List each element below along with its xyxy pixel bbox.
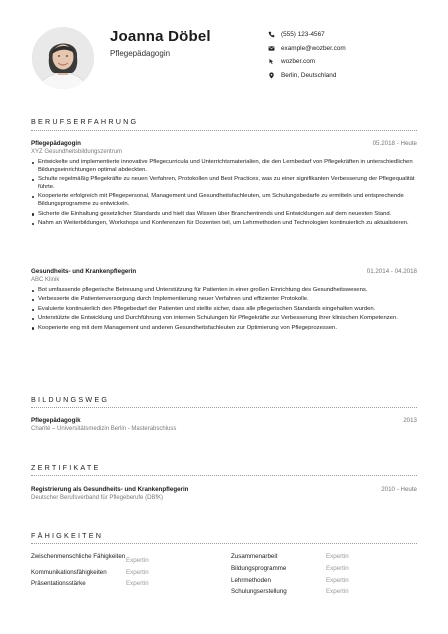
certificate-header: [31, 486, 417, 493]
mail-icon: [268, 45, 275, 52]
job-company: ABC Klinik: [31, 277, 60, 283]
skill-name: Bildungsprogramme: [231, 564, 287, 572]
section-divider: [31, 130, 417, 131]
skill-name: Zwischenmenschliche Fähigkeiten: [31, 553, 126, 560]
job-header: [31, 268, 417, 275]
list-item: Evaluierte kontinuierlich den Pflegebedarf der Patienten und stellte sicher, dass alle pflegerischen Standards eingehalten wurden.: [31, 306, 419, 314]
list-item: Bot umfassende pflegerische Betreuung und Unterstützung für Patienten in einer großen Einrichtung des Gesundheitswesens.: [31, 287, 419, 295]
skill-level: Expertin: [326, 553, 349, 560]
contact-website-text[interactable]: wozber.com: [281, 58, 316, 66]
skill-item: [31, 553, 217, 564]
section-title-skills: FÄHIGKEITEN: [31, 531, 104, 540]
skill-item: [231, 588, 417, 596]
skill-level: Expertin: [326, 588, 349, 596]
skill-level: Expertin: [126, 568, 149, 576]
list-item: Unterstützte die Entwicklung und Durchführung von internen Schulungen für Pflegekräfte zur Verbesserung ihrer klinischen Kompetenzen.: [31, 315, 419, 323]
skill-item: [231, 565, 417, 573]
list-item: Entwickelte und implementierte innovative Pflegecurricula und Unterrichtsmaterialien, die den Lernbedarf von Pflegekräften in unterschiedlichen Bildungseinrichtungen optimal abdeckten.: [31, 159, 419, 175]
skill-item: [231, 553, 417, 561]
education-school: Charité – Universitätsmedizin Berlin - Masterabschluss: [31, 426, 177, 432]
skills-grid: [31, 553, 417, 600]
location-icon: [268, 72, 275, 79]
portrait-photo-icon: [32, 27, 94, 89]
skill-item: [231, 577, 417, 585]
skill-name: Zusammenarbeit: [231, 553, 278, 560]
section-title-experience: BERUFSERFAHRUNG: [31, 117, 139, 126]
job-date: 01.2014 - 04.2018: [366, 268, 417, 275]
skill-level: Expertin: [326, 576, 349, 584]
skill-name: Kommunikationsfähigkeiten: [31, 568, 107, 576]
job-title: Pflegepädagogin: [110, 49, 171, 58]
section-title-education: BILDUNGSWEG: [31, 395, 110, 404]
skill-item: [31, 569, 217, 577]
section-divider: [31, 543, 417, 544]
contact-email-text[interactable]: example@wozber.com: [281, 44, 346, 52]
job-company: XYZ Gesundheitsbildungszentrum: [31, 149, 123, 155]
list-item: Nahm an Weiterbildungen, Workshops und Konferenzen für Dozenten teil, um Lehrmethoden und Technologien kontinuierlich zu aktualisieren.: [31, 220, 419, 228]
contact-phone: [268, 28, 346, 42]
avatar: [32, 27, 94, 89]
education-header: [31, 417, 417, 424]
list-item: Sicherte die Einhaltung gesetzlicher Standards und hielt das Wissen über Branchentrends und Entwicklungen auf dem neuesten Stand.: [31, 211, 419, 219]
list-item: Kooperierte eng mit dem Management und anderen Gesundheitsfachleuten zur Optimierung von Pflegeprozessen.: [31, 325, 419, 333]
contact-location: [268, 69, 346, 83]
education-degree: Pflegepädagogik: [31, 417, 81, 424]
skill-name: Lehrmethoden: [231, 576, 271, 584]
contact-phone-text[interactable]: (555) 123-4567: [281, 31, 325, 39]
skill-name: Schulungserstellung: [231, 588, 287, 596]
job-bullets: [31, 287, 419, 334]
skill-level: Expertin: [326, 564, 349, 572]
candidate-name: Joanna Döbel: [110, 28, 211, 45]
job-bullets: [31, 159, 419, 229]
section-title-certificates: ZERTIFIKATE: [31, 463, 101, 472]
job-role: Pflegepädagogin: [31, 140, 81, 147]
job-date: 05.2018 - Heute: [372, 140, 417, 147]
job-header: [31, 140, 417, 147]
education-date: 2013: [403, 417, 417, 424]
list-item: Verbesserte die Patientenversorgung durch Implementierung neuer Verfahren und effizienter Protokolle.: [31, 296, 419, 304]
certificate-issuer: Deutscher Berufsverband für Pflegeberufe (DBfK): [31, 495, 164, 501]
skills-column-left: [31, 553, 217, 600]
contact-website: [268, 55, 346, 69]
job-role: Gesundheits- und Krankenpflegerin: [31, 268, 137, 275]
skill-name: Präsentationsstärke: [31, 580, 86, 588]
list-item: Schulte regelmäßig Pflegekräfte zu neuen Verfahren, Protokollen und Best Practices, was zu einer signifikanten Verbesserung der Pflegequalität führte.: [31, 176, 419, 192]
skills-column-right: [231, 553, 417, 600]
skill-level: Expertin: [126, 556, 149, 564]
list-item: Kooperierte erfolgreich mit Pflegepersonal, Management und Gesundheitsfachleuten, um Schulungsbedarfe zu ermitteln und entsprechende Bildungsprogramme zu entwickeln.: [31, 193, 419, 209]
contact-location-text: Berlin, Deutschland: [281, 71, 337, 79]
skill-level: Expertin: [126, 580, 149, 588]
section-divider: [31, 475, 417, 476]
link-icon: [268, 58, 275, 65]
contact-list: [268, 28, 346, 82]
skill-item: [31, 580, 217, 588]
phone-icon: [268, 31, 275, 38]
certificate-date: 2010 - Heute: [381, 486, 417, 493]
contact-email: [268, 42, 346, 56]
certificate-name: Registrierung als Gesundheits- und Krankenpflegerin: [31, 486, 189, 493]
section-divider: [31, 407, 417, 408]
